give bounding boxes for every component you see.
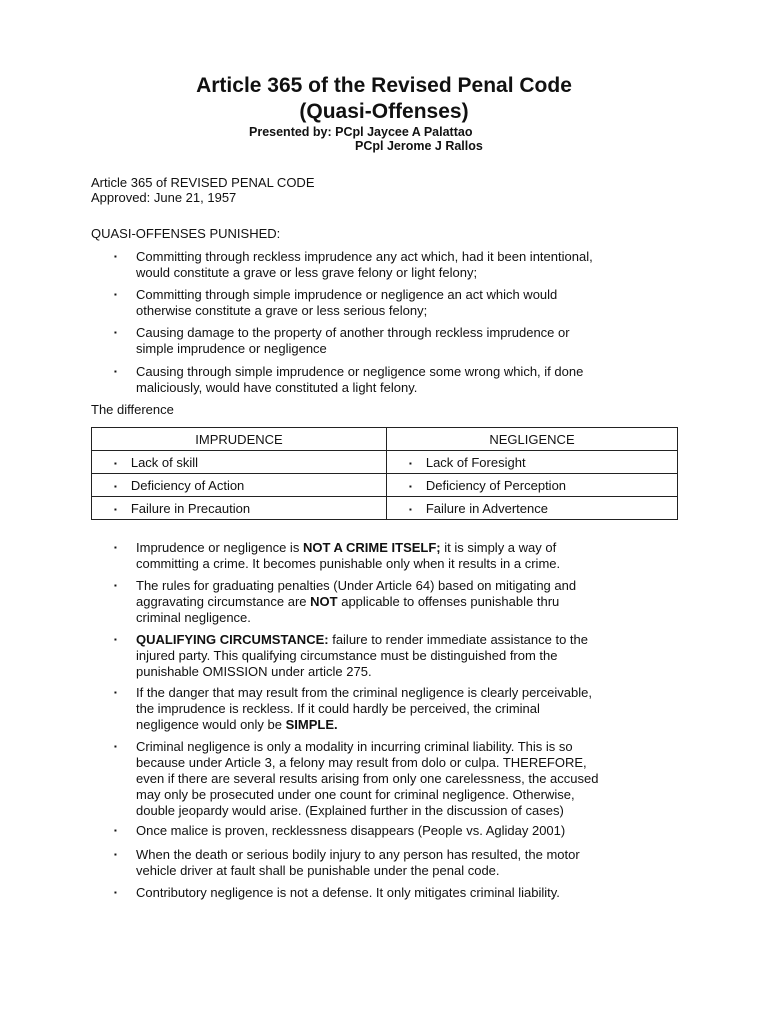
bullet-icon: ▪ <box>114 290 117 299</box>
list-item: The rules for graduating penalties (Under Article 64) based on mitigating and aggravating circumstance are NOT applicable to offenses punishable thru criminal negligence. <box>136 578 577 625</box>
document-title-line1: Article 365 of the Revised Penal Code <box>196 74 572 97</box>
difference-table <box>91 427 678 520</box>
bullet-icon: ▪ <box>114 581 117 590</box>
presenter-line1: Presented by: PCpl Jaycee A Palattao <box>249 125 473 139</box>
bullet-icon: ▪ <box>114 504 117 514</box>
bullet-icon: ▪ <box>409 458 412 468</box>
presenter-line2: PCpl Jerome J Rallos <box>355 139 483 153</box>
table-cell: ▪ Lack of skill <box>92 451 387 474</box>
table-cell: ▪ Deficiency of Action <box>92 474 387 497</box>
table-row <box>92 451 678 474</box>
list-item: Committing through reckless imprudence any act which, had it been intentional, would constitute a grave or less grave felony or light felony; <box>136 249 593 280</box>
table-row <box>92 497 678 520</box>
table-cell: ▪ Failure in Advertence <box>387 497 678 520</box>
list-item: Contributory negligence is not a defense. It only mitigates criminal liability. <box>136 885 560 900</box>
bullet-icon: ▪ <box>114 635 117 644</box>
bullet-icon: ▪ <box>114 826 117 835</box>
difference-label: The difference <box>91 402 174 417</box>
list-item: Committing through simple imprudence or negligence an act which would otherwise constitute a grave or less serious felony; <box>136 287 558 318</box>
bullet-icon: ▪ <box>114 888 117 897</box>
intro-line2: Approved: June 21, 1957 <box>91 190 237 205</box>
bullet-icon: ▪ <box>114 850 117 859</box>
list-item: Once malice is proven, recklessness disappears (People vs. Agliday 2001) <box>136 823 566 838</box>
table-header-imprudence: IMPRUDENCE <box>92 428 387 451</box>
table-cell: ▪ Failure in Precaution <box>92 497 387 520</box>
bullet-icon: ▪ <box>114 458 117 468</box>
bullet-icon: ▪ <box>114 688 117 697</box>
bullet-icon: ▪ <box>114 742 117 751</box>
bullet-icon: ▪ <box>114 252 117 261</box>
bullet-icon: ▪ <box>409 504 412 514</box>
document-title-line2: (Quasi-Offenses) <box>299 100 469 123</box>
table-header-negligence: NEGLIGENCE <box>387 428 678 451</box>
bullet-icon: ▪ <box>114 543 117 552</box>
list-item: QUALIFYING CIRCUMSTANCE: failure to render immediate assistance to the injured party. This qualifying circumstance must be distinguished from the punishable OMISSION under article 275. <box>136 632 589 679</box>
list-item: Imprudence or negligence is NOT A CRIME ITSELF; it is simply a way of committing a crime. It becomes punishable only when it results in a crime. <box>136 540 561 571</box>
list-item: Criminal negligence is only a modality in incurring criminal liability. This is so because under Article 3, a felony may result from dolo or culpa. THEREFORE, even if there are several results arising from only one carelessness, the accused may only be prosecuted under one count for criminal negligence. Otherwise, double jeopardy would arise. (Explained further in the discussion of cases) <box>136 739 599 818</box>
table-cell: ▪ Lack of Foresight <box>387 451 678 474</box>
table-row <box>92 474 678 497</box>
list-item: When the death or serious bodily injury to any person has resulted, the motor vehicle driver at fault shall be punishable under the penal code. <box>136 847 580 878</box>
intro-line1: Article 365 of REVISED PENAL CODE <box>91 175 315 190</box>
table-cell: ▪ Deficiency of Perception <box>387 474 678 497</box>
section-heading: QUASI-OFFENSES PUNISHED: <box>91 226 281 241</box>
list-item: If the danger that may result from the criminal negligence is clearly perceivable, the imprudence is reckless. If it could hardly be perceived, the criminal negligence would only be SIMPLE. <box>136 685 592 732</box>
bullet-icon: ▪ <box>114 481 117 491</box>
list-item: Causing through simple imprudence or negligence some wrong which, if done maliciously, would have constituted a light felony. <box>136 364 584 395</box>
bullet-icon: ▪ <box>114 367 117 376</box>
bullet-icon: ▪ <box>114 328 117 337</box>
bullet-icon: ▪ <box>409 481 412 491</box>
list-item: Causing damage to the property of another through reckless imprudence or simple imprudence or negligence <box>136 325 570 356</box>
table-header-row <box>92 428 678 451</box>
